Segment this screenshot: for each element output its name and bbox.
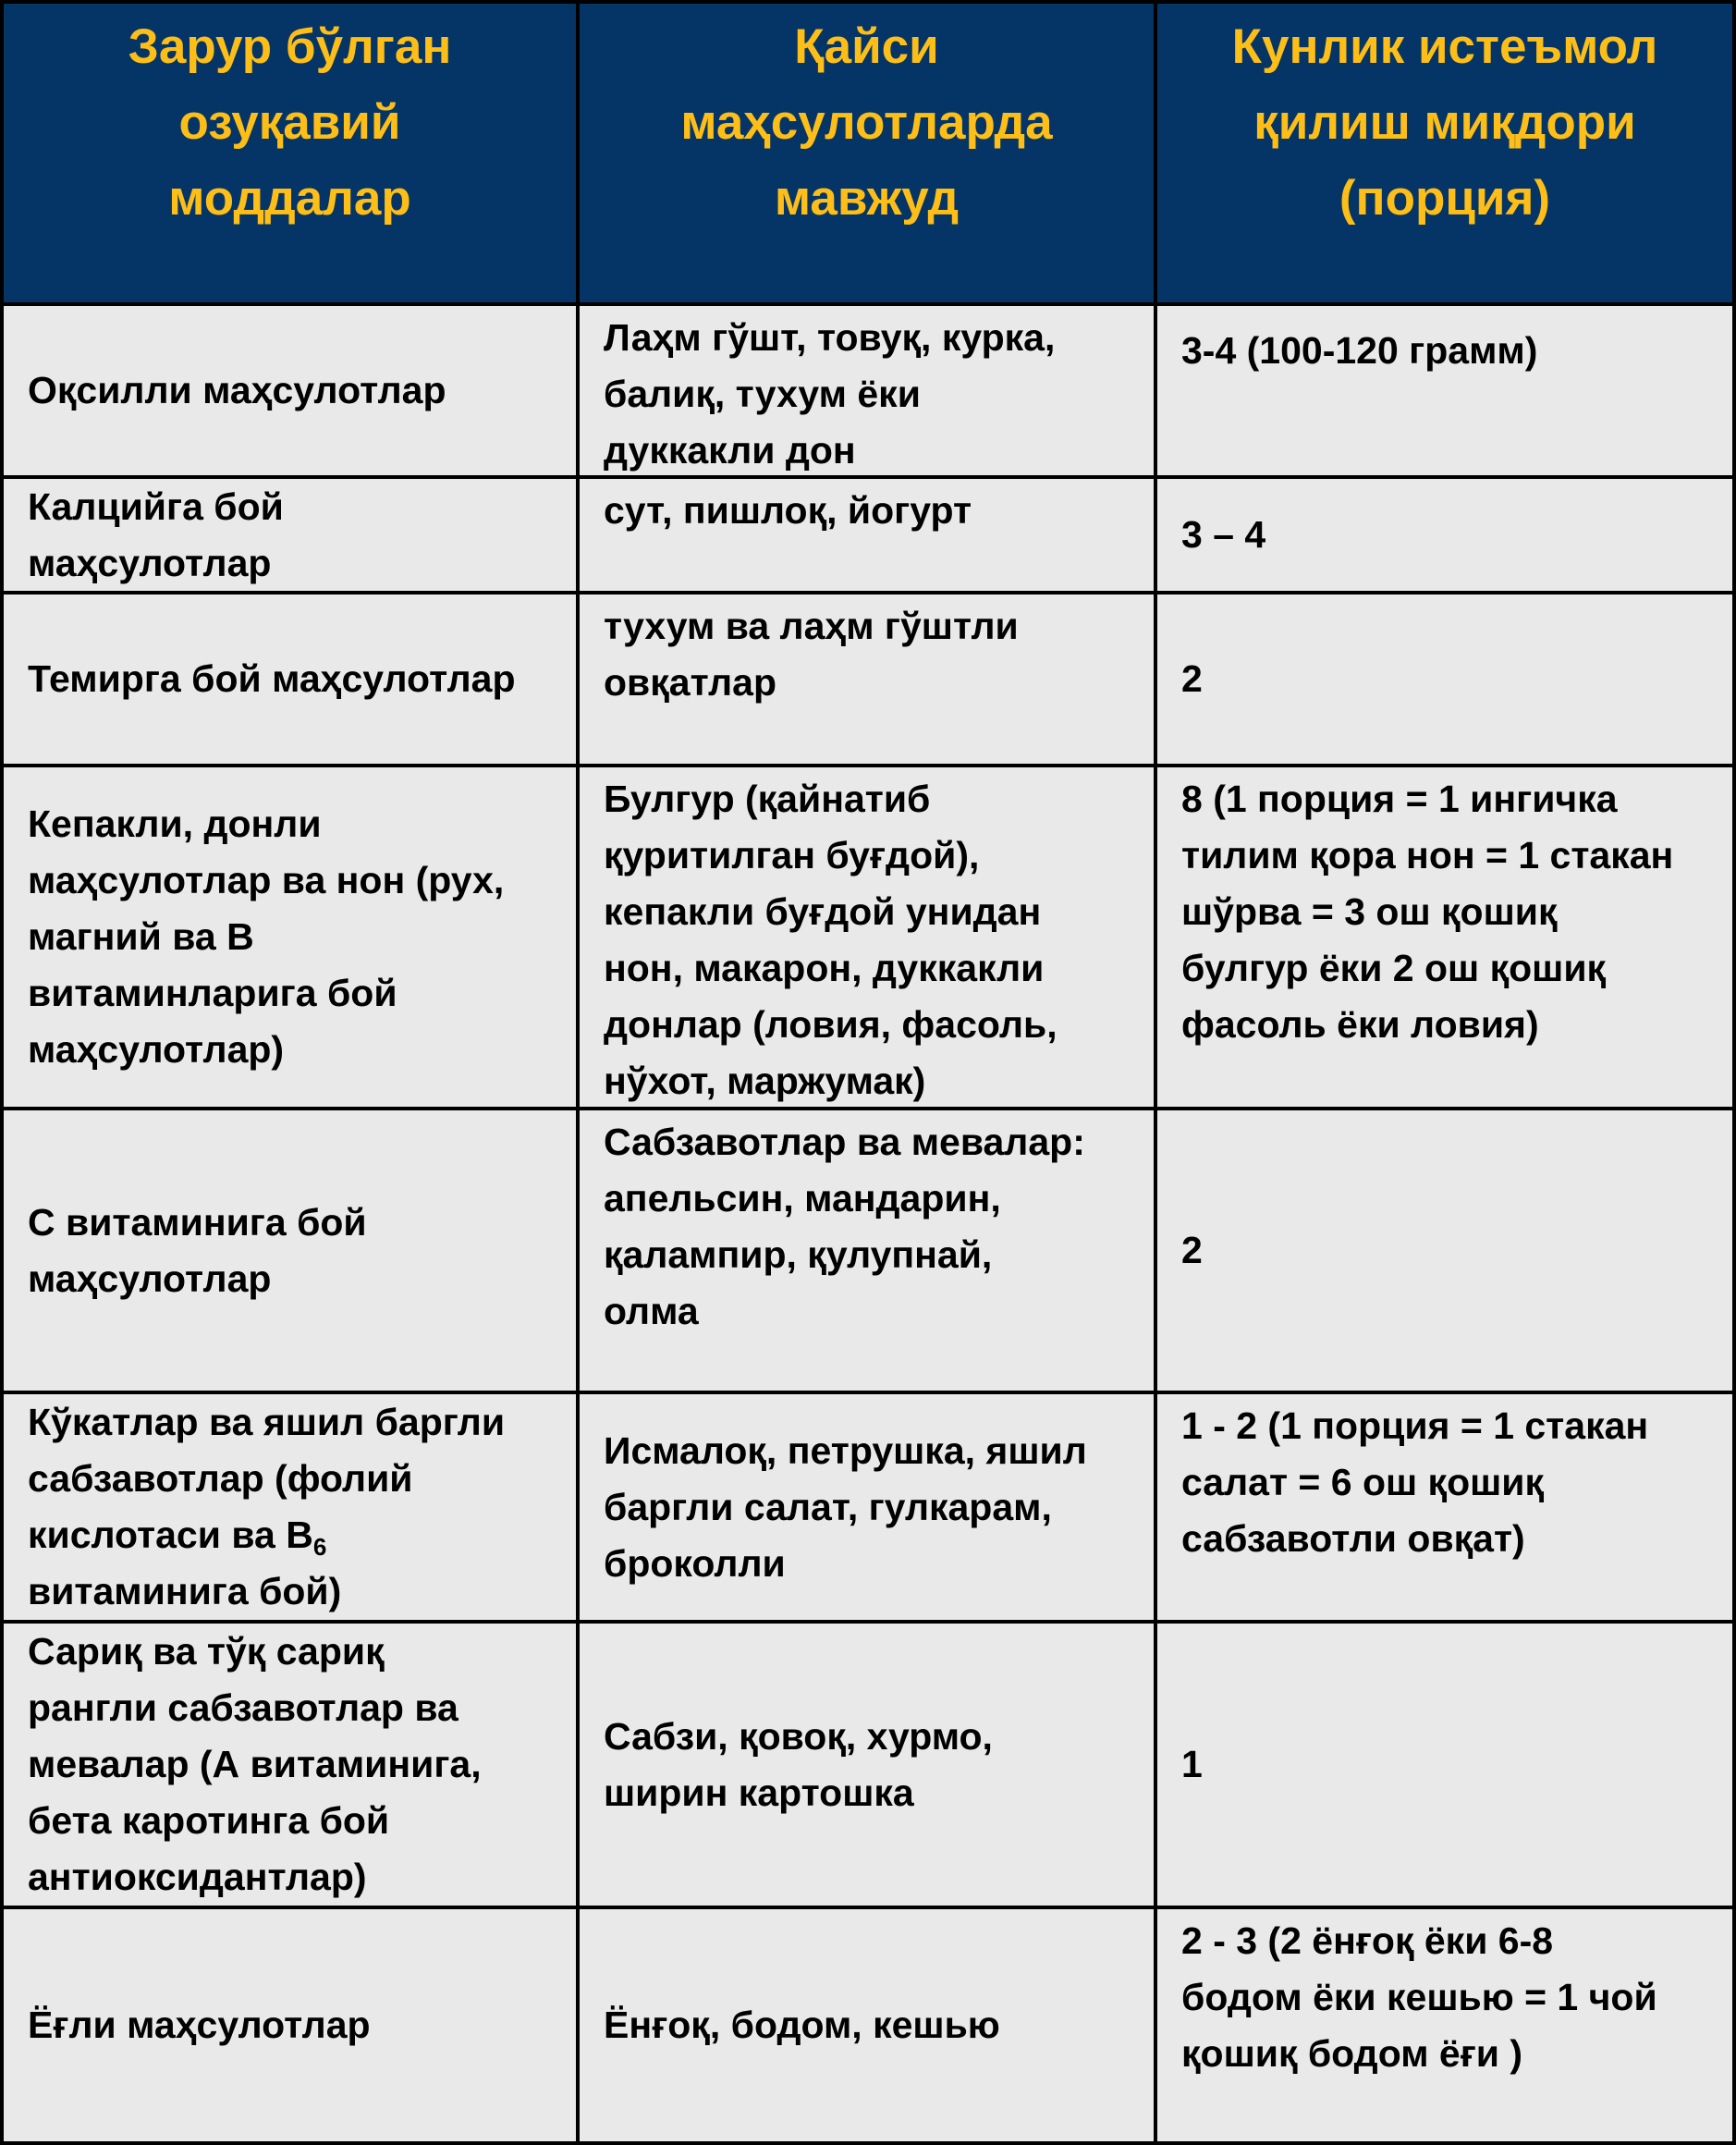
row-5-nutrient-text bbox=[28, 1394, 505, 1620]
row-5-nutrient-line-1: Кўкатлар ва яшил баргли bbox=[28, 1401, 506, 1443]
row-4-amount: 2 bbox=[1157, 1110, 1736, 1394]
row-5-nutrient-line-4: витаминига бой) bbox=[28, 1570, 342, 1612]
row-5-nutrient-subscript: 6 bbox=[312, 1533, 327, 1561]
row-0-nutrient: Оқсилли маҳсулотлар bbox=[0, 306, 580, 479]
row-7-nutrient: Ёғли маҳсулотлар bbox=[0, 1909, 580, 2145]
row-0-amount: 3-4 (100-120 грамм) bbox=[1157, 306, 1736, 479]
row-1-products: сут, пишлоқ, йогурт bbox=[580, 479, 1157, 594]
row-0-products: Лаҳм гўшт, товуқ, курка, балиқ, тухум ёки дуккакли дон bbox=[580, 306, 1157, 479]
header-amount: Кунлик истеъмол қилиш миқдори (порция) bbox=[1157, 0, 1736, 306]
row-3-amount: 8 (1 порция = 1 ингичка тилим қора нон = 1 стакан шўрва = 3 ош қошиқ булгур ёки 2 ош қошиқ фасоль ёки ловия) bbox=[1157, 767, 1736, 1110]
row-3-products: Булгур (қайнатиб қуритилган буғдой), кепакли буғдой унидан нон, макарон, дуккакли донлар (ловия, фасоль, нўхот, маржумак) bbox=[580, 767, 1157, 1110]
row-4-products: Сабзавотлар ва мевалар: апельсин, мандарин, қалампир, қулупнай, олма bbox=[580, 1110, 1157, 1394]
row-5-nutrient-line-2: сабзавотлар (фолий bbox=[28, 1457, 413, 1500]
row-6-nutrient: Сариқ ва тўқ сариқ рангли сабзавотлар ва мевалар (А витаминига, бета каротинга бой антиоксидантлар) bbox=[0, 1624, 580, 1909]
row-1-nutrient: Калцийга бой маҳсулотлар bbox=[0, 479, 580, 594]
row-4-nutrient: С витаминига бой маҳсулотлар bbox=[0, 1110, 580, 1394]
row-5-nutrient-line-3: кислотаси ва В bbox=[28, 1514, 313, 1556]
row-2-products: тухум ва лаҳм гўштли овқатлар bbox=[580, 594, 1157, 767]
header-products: Қайси маҳсулотларда мавжуд bbox=[580, 0, 1157, 306]
row-6-products: Сабзи, қовоқ, хурмо, ширин картошка bbox=[580, 1624, 1157, 1909]
row-5-products: Исмалоқ, петрушка, яшил баргли салат, гулкарам, броколли bbox=[580, 1394, 1157, 1624]
row-7-products: Ёнғоқ, бодом, кешью bbox=[580, 1909, 1157, 2145]
row-1-amount: 3 – 4 bbox=[1157, 479, 1736, 594]
row-5-amount: 1 - 2 (1 порция = 1 стакан салат = 6 ош қошиқ сабзавотли овқат) bbox=[1157, 1394, 1736, 1624]
row-7-amount: 2 - 3 (2 ёнғоқ ёки 6-8 бодом ёки кешью = 1 чой қошиқ бодом ёғи ) bbox=[1157, 1909, 1736, 2145]
row-2-nutrient: Темирга бой маҳсулотлар bbox=[0, 594, 580, 767]
row-3-nutrient: Кепакли, донли маҳсулотлар ва нон (рух, магний ва В витаминларига бой маҳсулотлар) bbox=[0, 767, 580, 1110]
row-6-amount: 1 bbox=[1157, 1624, 1736, 1909]
header-nutrient: Зарур бўлган озуқавий моддалар bbox=[0, 0, 580, 306]
row-5-nutrient bbox=[0, 1394, 580, 1624]
row-2-amount: 2 bbox=[1157, 594, 1736, 767]
